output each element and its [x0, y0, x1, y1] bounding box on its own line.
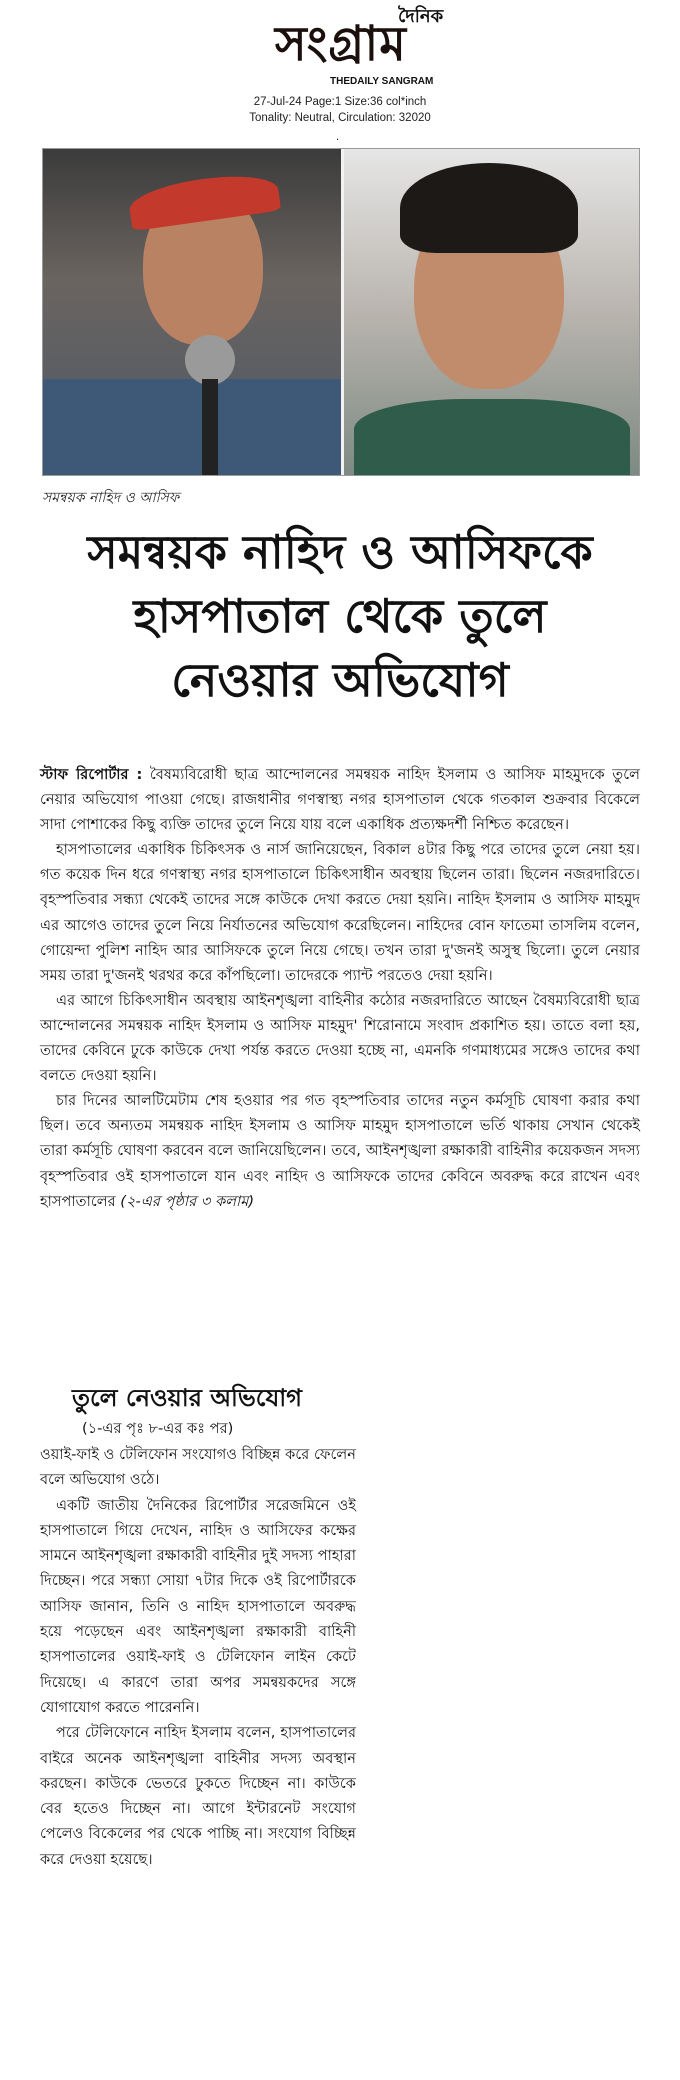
newspaper-name-english: THEDAILY SANGRAM [330, 76, 434, 87]
article-body [40, 762, 640, 1214]
masthead-daily-word: দৈনিক [398, 6, 444, 27]
paragraph-text: বৈষম্যবিরোধী ছাত্র আন্দোলনের সমন্বয়ক নাহিদ ইসলাম ও আসিফ মাহমুদকে তুলে নেয়ার অভিযোগ পাওয়া গেছে। রাজধানীর গণস্বাস্থ্য নগর হাসপাতাল থেকে গতকাল শুক্রবার বিকেলে সাদা পোশাকের কিছু ব্যক্তি তাদের তুলে নিয়ে যায় বলে একাধিক প্রত্যক্ষদর্শী নিশ্চিত করেছেন। [40, 766, 640, 834]
headline-line: সমন্বয়ক নাহিদ ও আসিফকে [87, 525, 593, 579]
article-headline [44, 520, 636, 712]
microphone-icon [185, 335, 235, 475]
portrait-hair [400, 163, 578, 253]
newspaper-logo: সংগ্রাম [275, 16, 407, 72]
article-paragraph: এর আগে চিকিৎসাধীন অবস্থায় আইনশৃঙ্খলা বাহিনীর কঠোর নজরদারিতে আছেন বৈষম্যবিরোধী ছাত্র আন্দোলনের সমন্বয়ক নাহিদ ইসলাম ও আসিফ মাহমুদ' শিরোনামে সংবাদ প্রকাশিত হয়। তাতে বলা হয়, তাদের কেবিনে ঢুকে কাউকে দেখা পর্যন্ত করতে দেওয়া হচ্ছে না, এমনকি গণমাধ্যমের সঙ্গেও তাদের কথা বলতে দেওয়া হয়নি। [40, 991, 640, 1085]
headline-line: নেওয়ার অভিযোগ [171, 653, 509, 707]
separator-dot: . [336, 132, 340, 143]
continuation-paragraph: ওয়াই-ফাই ও টেলিফোন সংযোগও বিচ্ছিন্ন করে ফেলেন বলে অভিযোগ ওঠে। [40, 1446, 356, 1489]
clipping-meta-date-size: 27-Jul-24 Page:1 Size:36 col*inch [253, 96, 427, 108]
continuation-paragraph: পরে টেলিফোনে নাহিদ ইসলাম বলেন, হাসপাতালের বাইরে অনেক আইনশৃঙ্খলা বাহিনীর সদস্য অবস্থান করছেন। কাউকে ভেতরে ঢুকতে দিচ্ছেন না। কাউকে বের হতেও দিচ্ছেন না। আগে ইন্টারনেট সংযোগ পেলেও বিকেলের পর থেকে পাচ্ছি না। সংযোগ বিচ্ছিন্ন করে দেওয়া হয়েছে। [40, 1724, 356, 1868]
masthead [0, 0, 680, 143]
article-photos [42, 148, 640, 476]
continuation-body [40, 1442, 356, 1872]
article-paragraph: হাসপাতালের একাধিক চিকিৎসক ও নার্স জানিয়েছেন, বিকাল ৪টার কিছু পরে তাদের তুলে নেয়া হয়। গত কয়েক দিন ধরে গণস্বাস্থ্য নগর হাসপাতালে চিকিৎসাধীন অবস্থায় ছিলেন তারা। ছিলেন নজরদারিতে। বৃহস্পতিবার সন্ধ্যা থেকেই তাদের সঙ্গে কাউকে দেখা করতে দেয়া হয়নি। নাহিদ ইসলাম ও আসিফ মাহমুদ এর আগেও তাদের তুলে নিয়ে নির্যাতনের অভিযোগ করেছিলেন। নাহিদের বোন ফাতেমা তাসলিম বলেন, গোয়েন্দা পুলিশ নাহিদ আর আসিফকে তুলে নিয়ে গেছে। তখন তারা দু'জনই অসুস্থ ছিলো। তুলে নেয়ার সময় তারা দু'জনই থরথর করে কাঁপছিলো। তাদেরকে প্যান্ট পরতেও দেয়া হয়নি। [40, 841, 640, 984]
headline-line: হাসপাতাল থেকে তুলে [133, 589, 547, 643]
article-paragraph [40, 1088, 640, 1213]
photo-caption: সমন্বয়ক নাহিদ ও আসিফ [42, 490, 180, 506]
portrait-shirt [354, 399, 630, 475]
clipping-meta-tonality: Tonality: Neutral, Circulation: 32020 [249, 112, 431, 124]
jump-note: (২-এর পৃষ্ঠার ৩ কলাম) [120, 1192, 255, 1210]
photo-nahid [43, 149, 341, 475]
photo-asif [341, 149, 639, 475]
byline: স্টাফ রিপোর্টার : [40, 766, 143, 783]
continuation-paragraph: একটি জাতীয় দৈনিকের রিপোর্টার সরেজমিনে ওই হাসপাতালে গিয়ে দেখেন, নাহিদ ও আসিফের কক্ষের সামনে আইনশৃঙ্খলা রক্ষাকারী বাহিনীর দুই সদস্য পাহারা দিচ্ছেন। পরে সন্ধ্যা সোয়া ৭টার দিকে ওই রিপোর্টারকে আসিফ জানান, তিনি ও নাহিদ হাসপাতালে অবরুদ্ধ হয়ে পড়েছেন এবং আইনশৃঙ্খলা রক্ষাকারী বাহিনী হাসপাতালের ওয়াই-ফাই ও টেলিফোন লাইন কেটে দিয়েছে। এ কারণে তারা অপর সমন্বয়কদের সঙ্গে যোগাযোগ করতে পারেননি। [40, 1496, 356, 1716]
article-paragraph [40, 762, 640, 837]
continuation-reference: (১-এর পৃঃ ৮-এর কঃ পর) [82, 1420, 234, 1437]
continuation-title: তুলে নেওয়ার অভিযোগ [72, 1384, 302, 1412]
paragraph-text: চার দিনের আলটিমেটাম শেষ হওয়ার পর গত বৃহস্পতিবার তাদের নতুন কর্মসূচি ঘোষণা করার কথা ছিল। তবে অন্যতম সমন্বয়ক নাহিদ ইসলাম ও আসিফ মাহমুদ হাসপাতালে ভর্তি থাকায় সেখান থেকেই তারা কর্মসূচি ঘোষণা করবেন বলে জানিয়েছিলেন। তবে, আইনশৃঙ্খলা রক্ষাকারী বাহিনীর কয়েকজন সদস্য বৃহস্পতিবার ওই হাসপাতালে যান এবং নাহিদ ও আসিফকে তাদের কেবিনে অবরুদ্ধ করে রাখেন এবং হাসপাতালের [40, 1092, 640, 1210]
